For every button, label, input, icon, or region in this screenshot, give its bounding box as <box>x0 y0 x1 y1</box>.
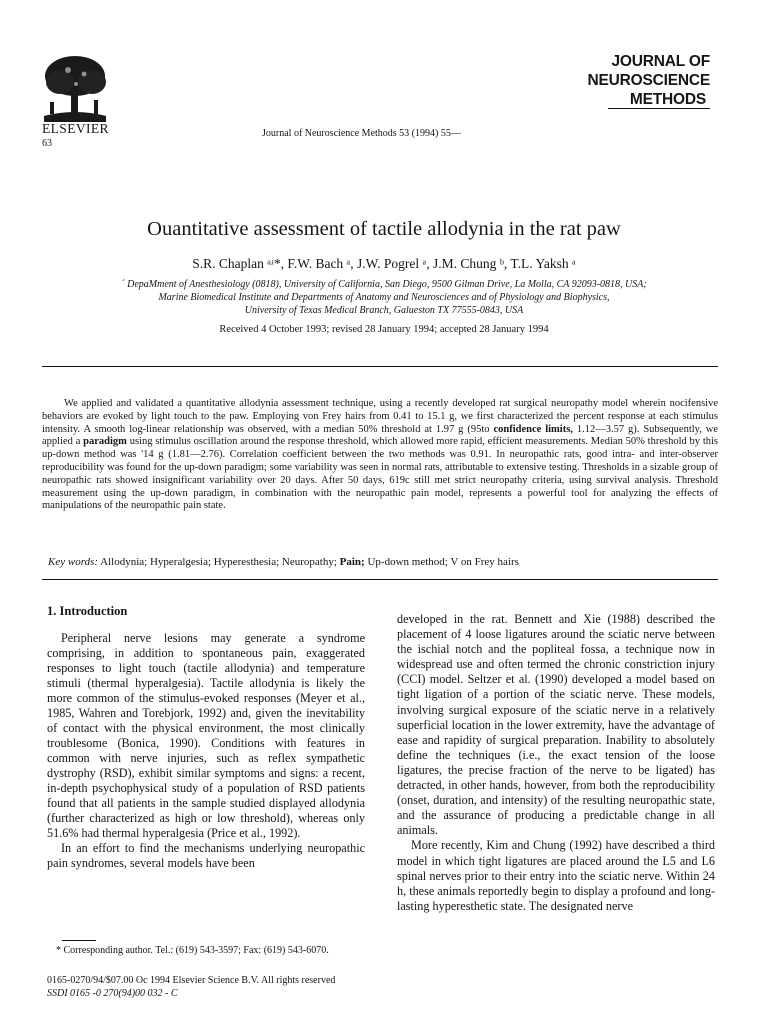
received-dates: Received 4 October 1993; revised 28 January 1994; accepted 28 January 1994 <box>219 324 549 335</box>
paragraph: In an effort to find the mechanisms underlying neuropathic pain syndromes, several models have been <box>47 841 365 870</box>
paragraph: More recently, Kim and Chung (1992) have described a third model in which tight ligatures are placed around the L5 and L6 spinal nerves prior to their entry into the sciatic nerve. Within 24 h, these animals reportedly begin to display a profound and long-lasting hyperesthetic state. The designated nerve <box>397 838 715 913</box>
corresponding-author-footnote: * Corresponding author. Tel.: (619) 543-3597; Fax: (619) 543-6070. <box>56 945 329 956</box>
footnote-rule <box>62 940 96 941</box>
page-code: 63 <box>42 138 52 149</box>
divider-top <box>42 366 718 367</box>
journal-citation: Journal of Neuroscience Methods 53 (1994) 55— <box>262 128 461 139</box>
journal-title-line1: JOURNAL OF <box>611 53 710 70</box>
keywords: Key words: Allodynia; Hyperalgesia; Hyperesthesia; Neuropathy; Pain; Up-down method; V on Frey hairs <box>48 556 519 568</box>
affiliations <box>0 278 768 317</box>
left-column <box>47 604 365 871</box>
article-title: Ouantitative assessment of tactile allodynia in the rat paw <box>147 218 621 240</box>
affiliation-1: ´ DepaMment of Anesthesiology (0818), University of California, San Diego, 9500 Gilman Drive, La Molla, CA 92093-0818, USA; <box>121 279 647 290</box>
journal-title <box>588 52 710 109</box>
publisher-name: ELSEVIER <box>42 121 109 136</box>
journal-title-line2: NEUROSCIENCE <box>587 72 710 89</box>
affiliation-3: University of Texas Medical Branch, Galueston TX 77555-0843, USA <box>244 305 524 316</box>
copyright-block <box>47 974 335 1000</box>
journal-title-line3: METHODS <box>608 91 710 109</box>
abstract-text: We applied and validated a quantitative allodynia assessment technique, using a recently developed rat surgical neuropathy model wherein nocifensive behaviors are evoked by light touch to the paw. Employing von Frey hairs from 0.41 to 15.1 g, we first characterized the percent response at each stimulus intensity. A smooth log-linear relationship was observed, with a median 50% threshold at 1.97 g (95to confidence limits, 1.12—3.57 g). Subsequently, we applied a paradigm using stimulus oscillation around the response threshold, which allowed more rapid, efficient measurements. Median 50% threshold by this up-down method was '14 g (1.81—2.76). Correlation coefficient between the two methods was 0.91. In neuropathic rats, good intra- and inter-observer reproducibility was found for the up-down paradigm; some variability was seen in normal rats, attributable to extensive testing. Thresholds in a sizable group of neuropathic rats showed insignificant variability over 20 days. After 50 days, 619c still met strict neuropathy criteria, using survival analysis. Threshold measurement using the up-down paradigm, in combination with the neuropathic pain model, represents a powerful tool for analyzing the effects of manipulations of the neuropathic pain state. <box>42 398 719 512</box>
affiliation-2: Marine Biomedical Institute and Departments of Anatomy and Neurosciences and of Physiology and Biophysics, <box>158 292 610 303</box>
author-list: S.R. Chaplan ᵃʴ*, F.W. Bach ᵃ, J.W. Pogrel ᵃ, J.M. Chung ᵇ, T.L. Yaksh ᵃ <box>192 256 576 271</box>
abstract <box>42 398 718 513</box>
section-heading: 1. Introduction <box>47 604 128 618</box>
elsevier-tree-logo <box>40 52 110 122</box>
copyright-line: 0165-0270/94/$07.00 Oc 1994 Elsevier Science B.V. All rights reserved <box>47 975 336 986</box>
paragraph: Peripheral nerve lesions may generate a syndrome comprising, in addition to spontaneous pain, exaggerated responses to light touch (tactile allodynia) and temperature stimuli (thermal hyperalgesia). Tactile allodynia is likely the more common of the stimulus-evoked responses (Meyer et al., 1985, Wahren and Torebjork, 1992) and, given the inevitability of contact with the physical environment, the most clinically troublesome (Bonica, 1990). Conditions with features in common with nerve injuries, such as reflex sympathetic dystrophy (RSD), exhibit similar symptoms and signs: a recent, in-depth psychophysical study of a population of RSD patients found that all patients in the sample studied displayed allodynia (further characterized as high or low threshold), whereas only 51.6% had thermal hyperalgesia (Price et al., 1992). <box>47 631 365 840</box>
divider-bottom <box>42 579 718 580</box>
right-column <box>397 612 715 914</box>
paragraph: developed in the rat. Bennett and Xie (1988) described the placement of 4 loose ligatures around the sciatic nerve between the ischial notch and the popliteal fossa, a technique now in widespread use and often termed the chronic constriction injury (CCI) model. Seltzer et al. (1990) developed a model based on tight ligation of a portion of the sciatic nerve. These models, involving surgical exposure of the sciatic nerve in a relatively superficial location in the lower extremity, have the advantage of ease and rapidity of surgical preparation. Inability to absolutely define the techniques (i.e., the exact tension of the loose ligatures, the precise fraction of the nerve to be ligated) has detracted, in other hands, however, from both the reproducibility (onset, duration, and intensity) of the resulting neuropathic state, and the assurance of producing a predictable change in all animals. <box>397 612 715 838</box>
ssdi-line: SSDI 0165 -0 270(94)00 032 - C <box>47 988 178 999</box>
